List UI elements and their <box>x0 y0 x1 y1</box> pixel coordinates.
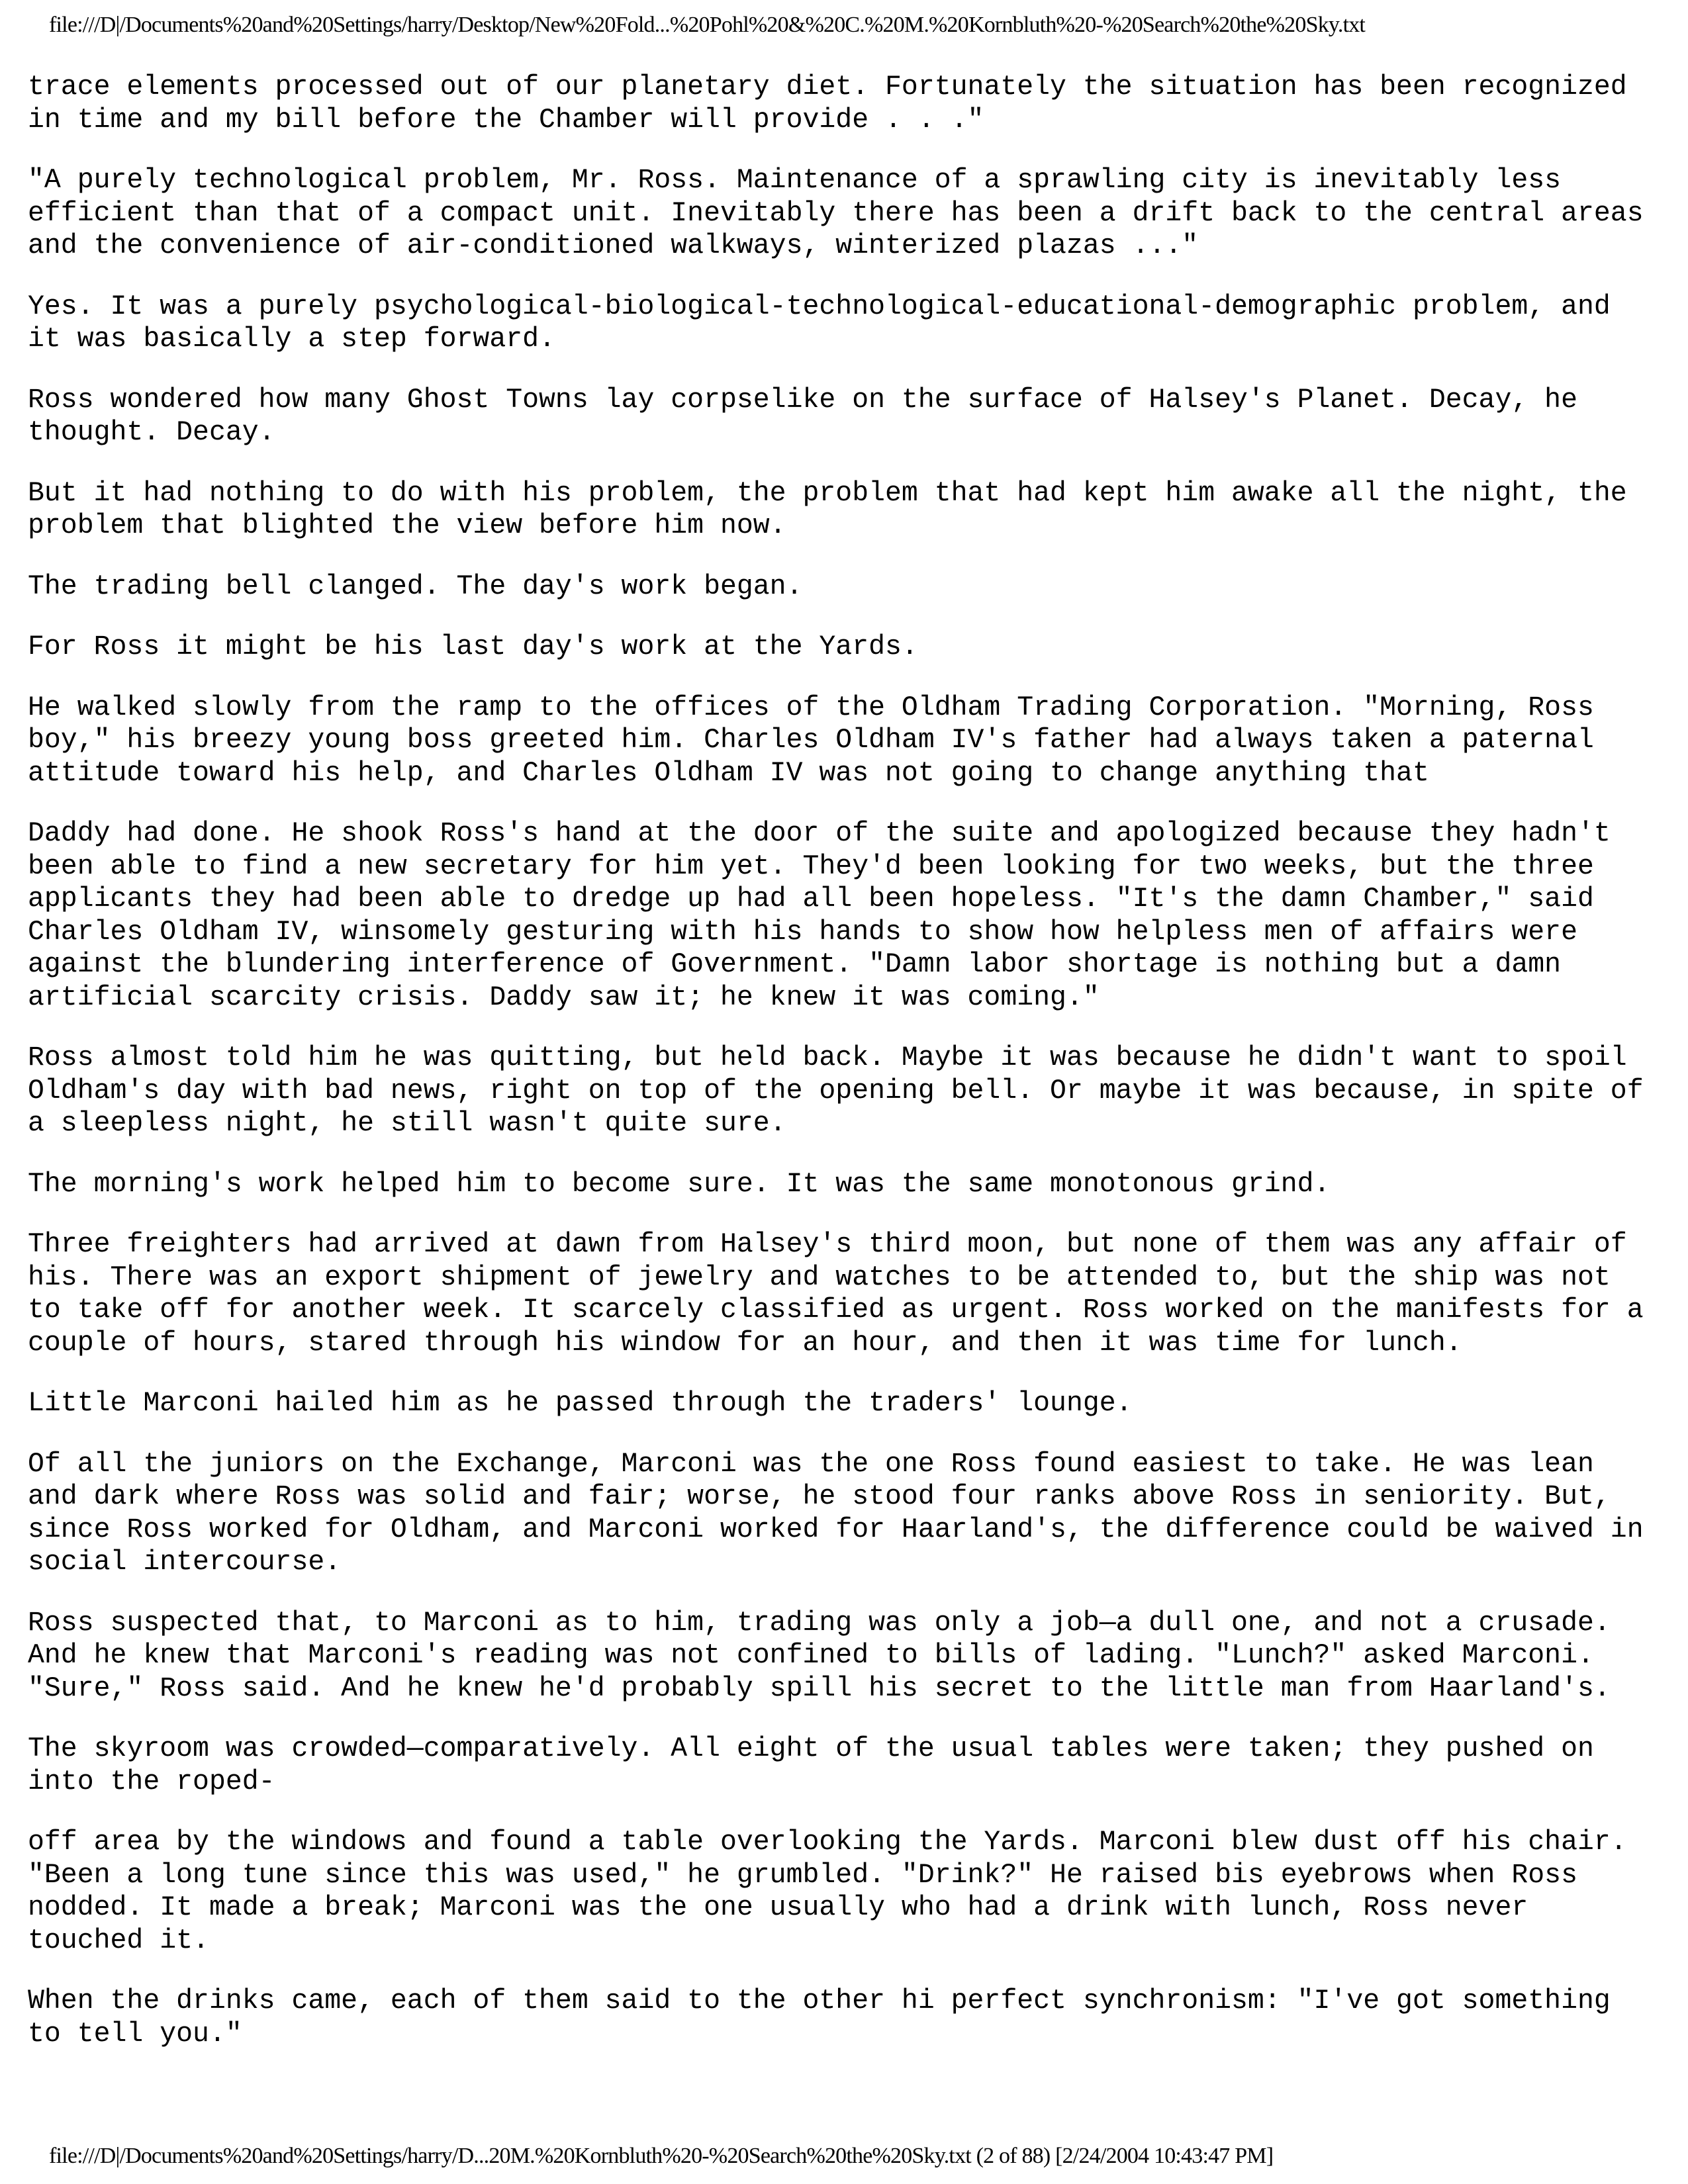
paragraph: The trading bell clanged. The day's work began. <box>28 570 803 602</box>
paragraph: The skyroom was crowded—comparatively. All eight of the usual tables were taken; they pushed on into the roped- <box>28 1733 1594 1797</box>
paragraph: trace elements processed out of our planetary diet. Fortunately the situation has been recognized in time and my bill before the Chamber will provide . . ." <box>28 71 1627 136</box>
paragraph: Yes. It was a purely psychological-biological-technological-educational-demographic problem, and it was basically a step forward. <box>28 291 1611 355</box>
paragraph: Ross suspected that, to Marconi as to him, trading was only a job—a dull one, and not a crusade. And he knew that Marconi's reading was not confined to bills of lading. "Lunch?" asked Marconi. "Sure," Ross said. And he knew he'd probably spill his secret to the little man from Haarland's. <box>28 1607 1611 1704</box>
paragraph: But it had nothing to do with his problem, the problem that had kept him awake all the night, the problem that blighted the view before him now. <box>28 477 1627 541</box>
paragraph: Three freighters had arrived at dawn from Halsey's third moon, but none of them was any affair of his. There was an export shipment of jewelry and watches to be attended to, but the ship was not to take off for another week. It scarcely classified as urgent. Ross worked on the manifests for a couple of hours, stared through his window for an hour, and then it was time for lunch. <box>28 1229 1644 1359</box>
paragraph: Ross wondered how many Ghost Towns lay corpselike on the surface of Halsey's Planet. Decay, he thought. Decay. <box>28 384 1577 448</box>
document-body <box>28 71 1663 2078</box>
paragraph: Ross almost told him he was quitting, but held back. Maybe it was because he didn't want to spoil Oldham's day with bad news, right on top of the opening bell. Or maybe it was because, in spite of a sleepless night, he still wasn't quite sure. <box>28 1042 1644 1139</box>
paragraph: He walked slowly from the ramp to the offices of the Oldham Trading Corporation. "Morning, Ross boy," his breezy young boss greeted him. Charles Oldham IV's father had always taken a paternal attitude toward his help, and Charles Oldham IV was not going to change anything that <box>28 692 1594 789</box>
paragraph: off area by the windows and found a table overlooking the Yards. Marconi blew dust off his chair. "Been a long tune since this was used," he grumbled. "Drink?" He raised bis eyebrows when Ross nodded. It made a break; Marconi was the one usually who had a drink with lunch, Ross never touched it. <box>28 1827 1627 1956</box>
paragraph: Little Marconi hailed him as he passed through the traders' lounge. <box>28 1388 1133 1419</box>
paragraph: When the drinks came, each of them said to the other hi perfect synchronism: "I've got something to tell you." <box>28 1985 1611 2050</box>
paragraph: Of all the juniors on the Exchange, Marconi was the one Ross found easiest to take. He was lean and dark where Ross was solid and fair; worse, he stood four ranks above Ross in seniority. But, since Ross worked for Oldham, and Marconi worked for Haarland's, the difference could be waived in social intercourse. <box>28 1448 1644 1578</box>
page-header-path: file:///D|/Documents%20and%20Settings/harry/Desktop/New%20Fold...%20Pohl%20&%20C.%20M.%20Kornbluth%20-%20Search%20the%20Sky.txt <box>49 13 1366 37</box>
paragraph: "A purely technological problem, Mr. Ross. Maintenance of a sprawling city is inevitably less efficient than that of a compact unit. Inevitably there has been a drift back to the central areas and the convenience of air-conditioned walkways, winterized plazas ..." <box>28 165 1644 261</box>
paragraph: Daddy had done. He shook Ross's hand at the door of the suite and apologized because they hadn't been able to find a new secretary for him yet. They'd been looking for two weeks, but the three applicants they had been able to dredge up had all been hopeless. "It's the damn Chamber," said Charles Oldham IV, winsomely gesturing with his hands to show how helpless men of affairs were against the blundering interference of Government. "Damn labor shortage is nothing but a damn artificial scarcity crisis. Daddy saw it; he knew it was coming." <box>28 818 1611 1013</box>
paragraph: For Ross it might be his last day's work at the Yards. <box>28 631 918 662</box>
page-footer-path: file:///D|/Documents%20and%20Settings/harry/D...20M.%20Kornbluth%20-%20Search%20the%20Sky.txt (2 of 88) [2/24/2004 10:43:47 PM] <box>49 2144 1274 2168</box>
paragraph: The morning's work helped him to become sure. It was the same monotonous grind. <box>28 1168 1331 1200</box>
